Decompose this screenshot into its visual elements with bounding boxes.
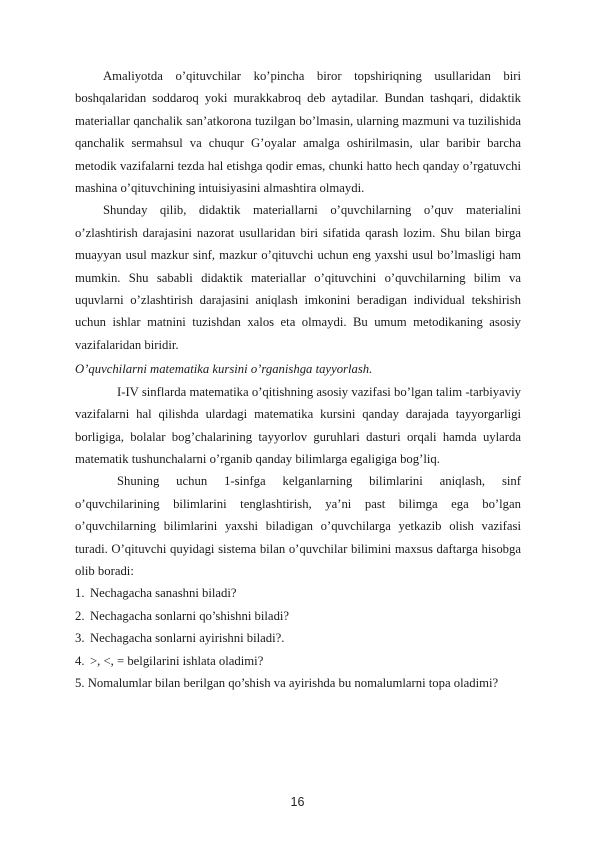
list-item [75,650,521,672]
question-list [75,582,521,672]
page-number: 16 [290,795,305,809]
list-item-text: Nechagacha sonlarni ayirishni biladi?. [90,631,285,646]
list-item [75,627,521,649]
paragraph-2: Shunday qilib, didaktik materiallarni o’quvchilarning o’quv materialini o’zlashtirish darajasini nazorat usullaridan biri sifatida qarash lozim. Shu bilan birga muayyan usul mazkur sinf, mazkur o’qituvchi uchun eng yaxshi usul bo’lmasligi ham mumkin. Shu sababli didaktik materiallar o’qituvchini o’quvchilarning bilim va uquvlarni o’zlashtirish darajasini aniqlash imkonini beradigan individual tekshirish uchun ishlar matnini tuzishdan xalos eta olmaydi. Bu umum metodikaning asosiy vazifalaridan biridir. [75,203,521,352]
page-content [75,65,521,694]
list-item [75,605,521,627]
list-item-text: Nechagacha sanashni biladi? [90,586,237,601]
section-heading: O’quvchilarni matematika kursini o’rganishga tayyorlash. [75,362,373,377]
list-item-number: 2. [75,608,85,623]
list-item-number: 1. [75,586,85,601]
list-item-text: >, <, = belgilarini ishlata oladimi? [90,653,264,668]
list-item [75,582,521,604]
list-item-number: 4. [75,653,85,668]
paragraph-1: Amaliyotda o’qituvchilar ko’pincha biror topshiriqning usullaridan biri boshqalaridan soddaroq yoki murakkabroq deb aytadilar. Bundan tashqari, didaktik materiallar qanchalik san’atkorona tuzilgan bo’lmasin, ularning mazmuni va tuzilishida qanchalik sermahsul va chuqur G’oyalar amalga oshirilmasin, ular baribir barcha metodik vazifalarni tezda hal etishga qodir emas, chunki hatto hech qanday o’rgatuvchi mashina o’qituvchining intuisiyasini almashtira olmaydi. [75,69,521,196]
list-item-number: 3. [75,631,85,646]
list-item-text: Nechagacha sonlarni qo’shishni biladi? [90,608,290,623]
list-item-5: 5. Nomalumlar bilan berilgan qo’shish va ayirishda bu nomalumlarni topa oladimi? [75,675,499,690]
paragraph-4: Shuning uchun 1-sinfga kelganlarning bilimlarini aniqlash, sinf o’quvchilarining bilimlarini tenglashtirish, ya’ni past bilimga ega bo’lgan o’quvchilarning bilimlarini yaxshi biladigan o’quvchilarga yetkazib olish vazifasi turadi. O’qituvchi quyidagi sistema bilan o’quvchilar bilimini maxsus daftarga hisobga olib boradi: [75,474,521,578]
paragraph-3: I-IV sinflarda matematika o’qitishning asosiy vazifasi bo’lgan talim -tarbiyaviy vazifalarni hal qilishda ulardagi matematika kursini qanday darajada tayyorgarligi borligiga, bolalar bog’chalarining tayyorlov guruhlari dasturi orqali hamda uylarda matematik tushunchalarni o’rganib qanday bilimlarga egaligiga bog’liq. [75,384,521,466]
